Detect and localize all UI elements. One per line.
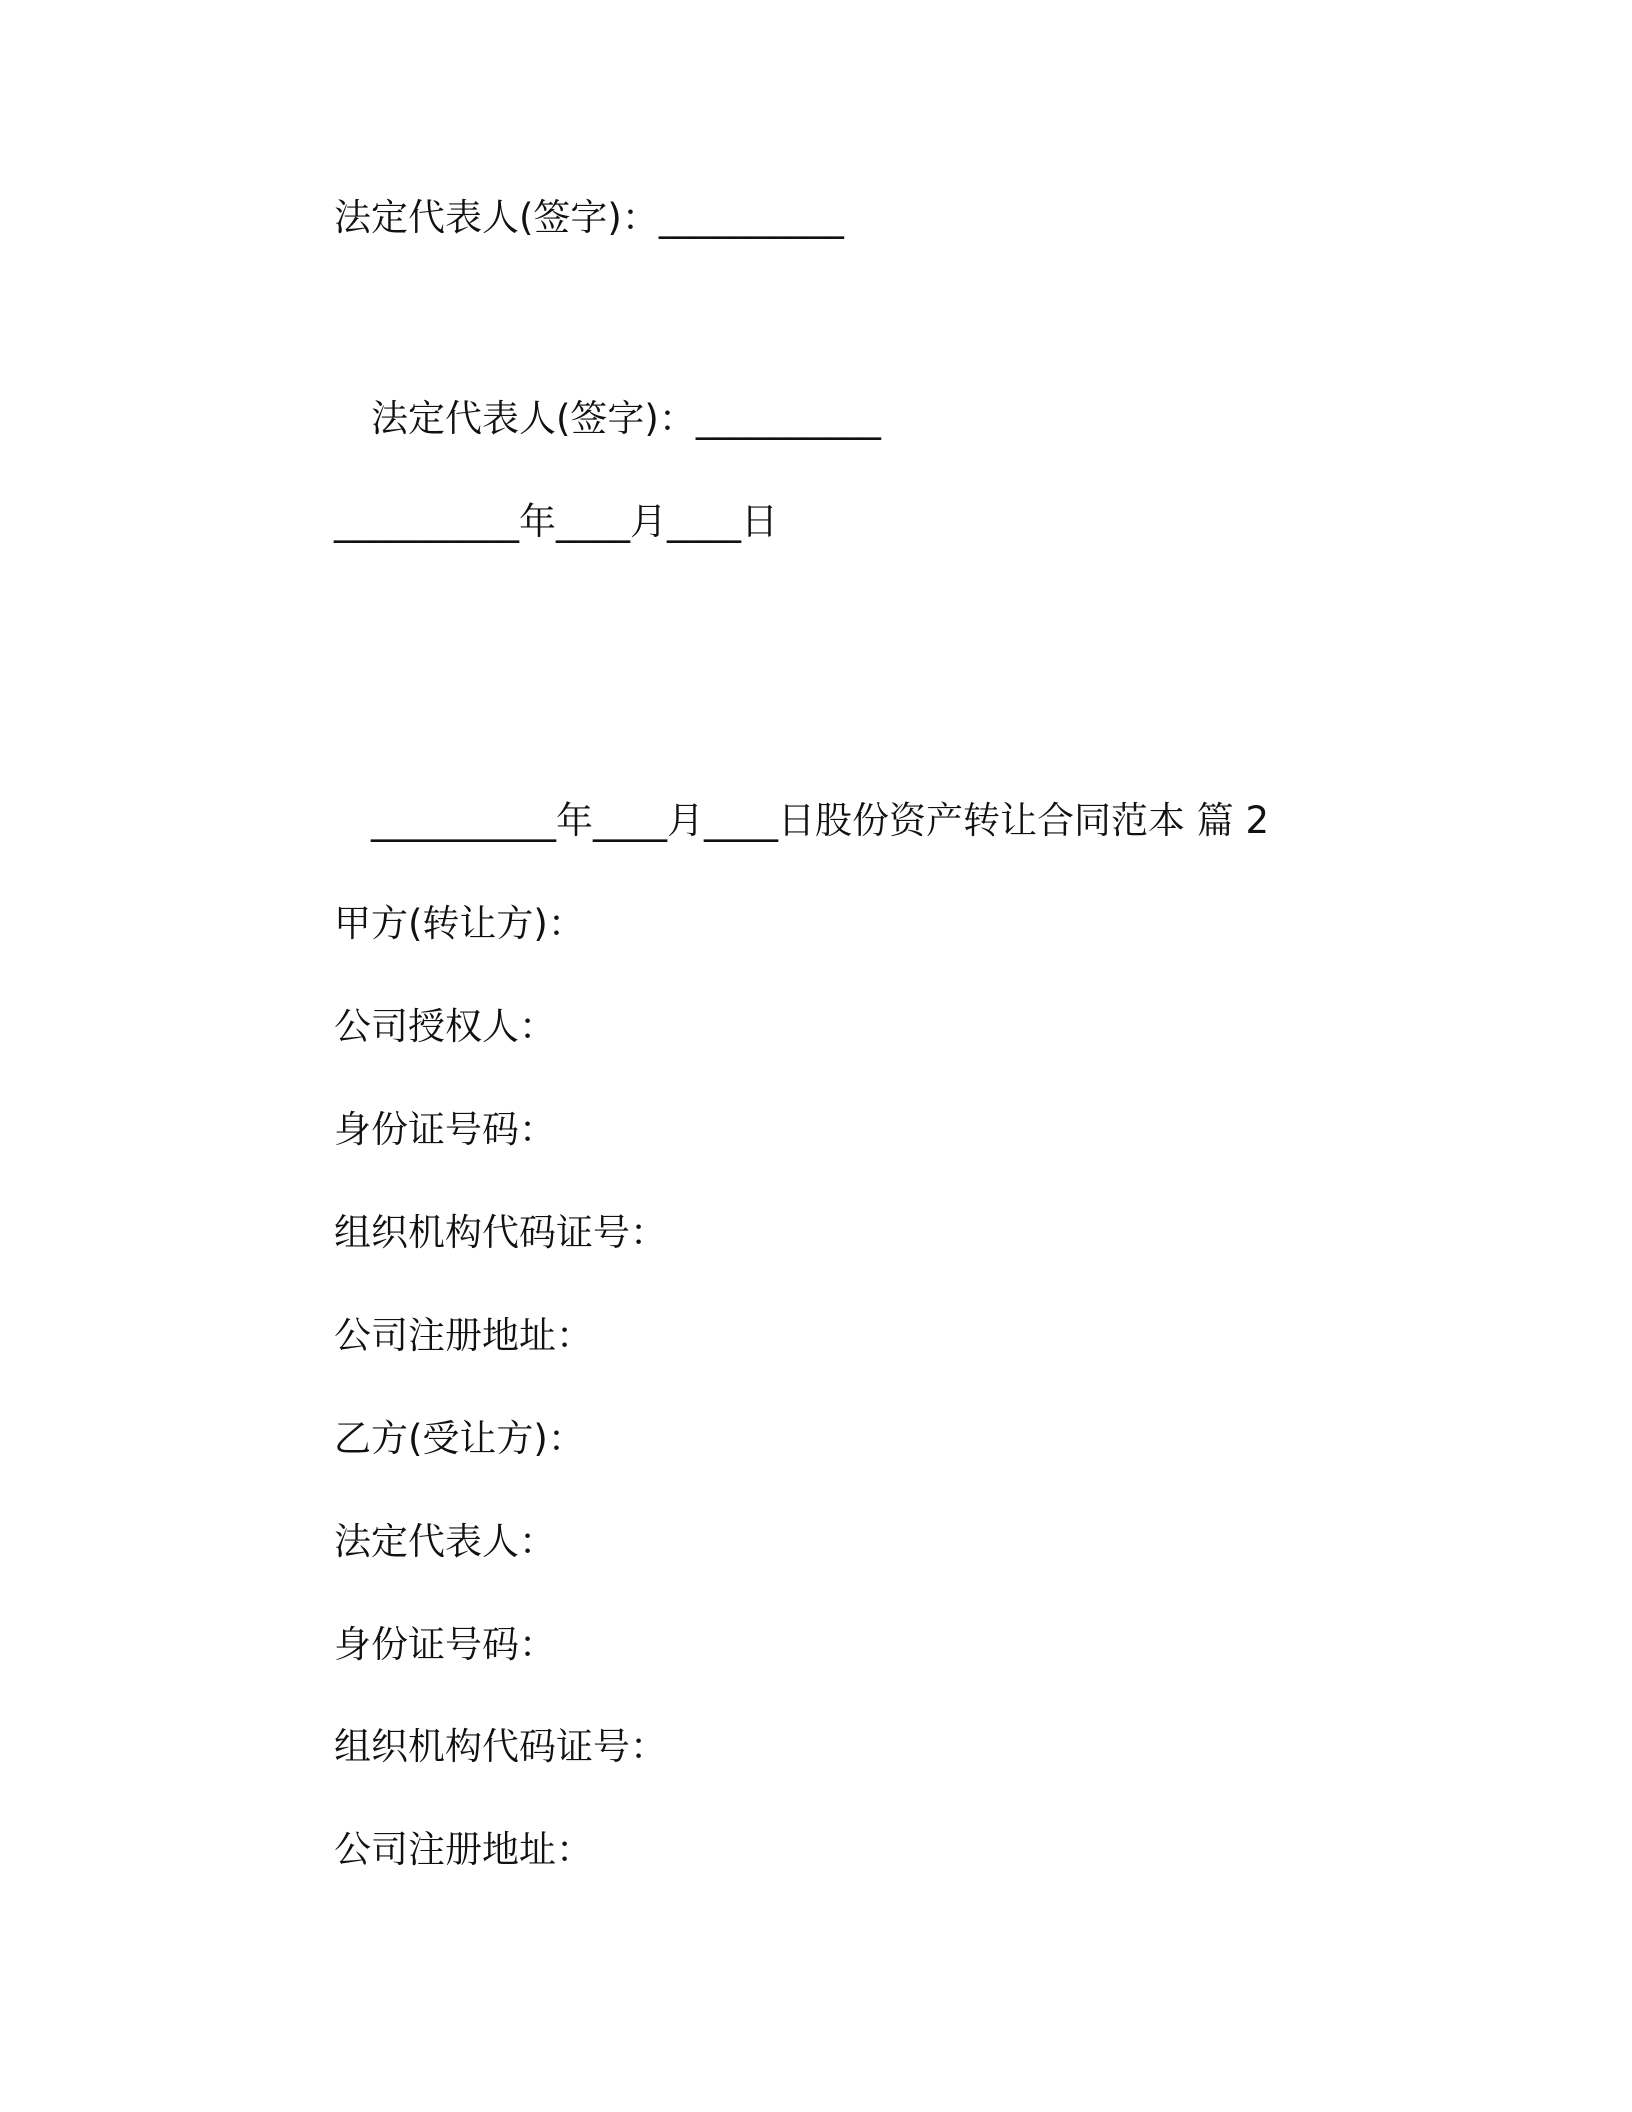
party-a-heading: 甲方(转让方)： bbox=[334, 902, 585, 945]
party-a-org-code: 组织机构代码证号： bbox=[334, 1211, 667, 1254]
party-a-legal-rep-signature-line: 法定代表人(签字)：__________ bbox=[334, 196, 844, 239]
signing-date-line: __________年____月____日 bbox=[334, 500, 778, 543]
party-b-org-code: 组织机构代码证号： bbox=[334, 1725, 667, 1768]
party-a-registered-address: 公司注册地址： bbox=[334, 1314, 593, 1357]
section-title: __________年____月____日股份资产转让合同范本 篇 2 bbox=[371, 799, 1270, 842]
party-b-id-number: 身份证号码： bbox=[334, 1623, 556, 1666]
party-b-legal-representative: 法定代表人： bbox=[334, 1520, 556, 1563]
party-a-id-number: 身份证号码： bbox=[334, 1108, 556, 1151]
party-b-legal-rep-signature-line: 法定代表人(签字)：__________ bbox=[371, 397, 881, 440]
party-b-heading: 乙方(受让方)： bbox=[334, 1417, 585, 1460]
party-b-registered-address: 公司注册地址： bbox=[334, 1828, 593, 1871]
party-a-authorized-person: 公司授权人： bbox=[334, 1005, 556, 1048]
